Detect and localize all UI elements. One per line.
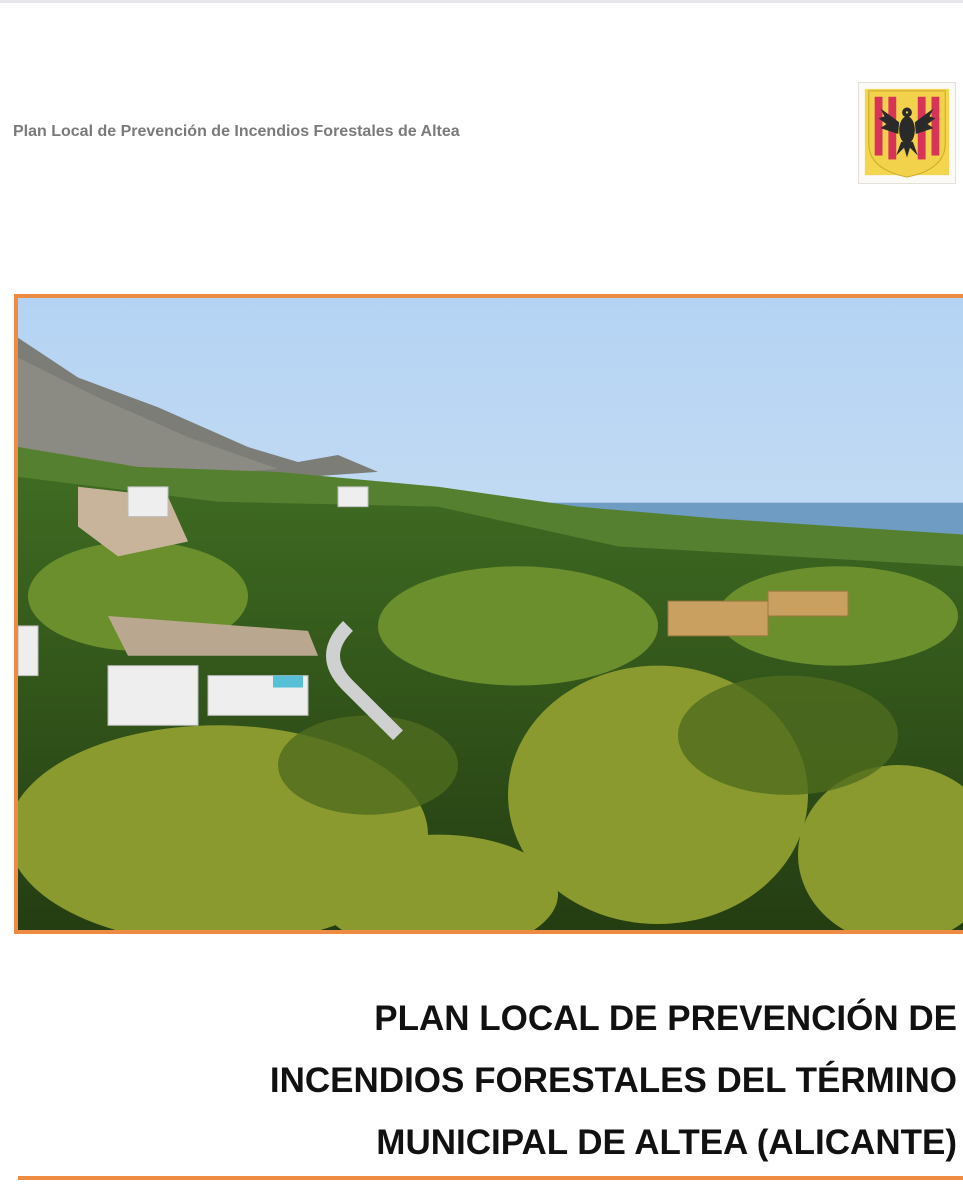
cover-title-line: PLAN LOCAL DE PREVENCIÓN DE [374,999,957,1038]
bottom-rule [18,1176,963,1180]
top-rule [0,0,963,3]
cover-title-line: INCENDIOS FORESTALES DEL TÉRMINO [269,1061,957,1100]
cover-title [197,988,957,1174]
document-header: Plan Local de Prevención de Incendios Forestales de Altea [13,123,460,140]
altea-coat-of-arms-icon [858,82,956,184]
cover-photo [14,294,963,934]
cover-title-line: MUNICIPAL DE ALTEA (ALICANTE) [376,1123,957,1162]
